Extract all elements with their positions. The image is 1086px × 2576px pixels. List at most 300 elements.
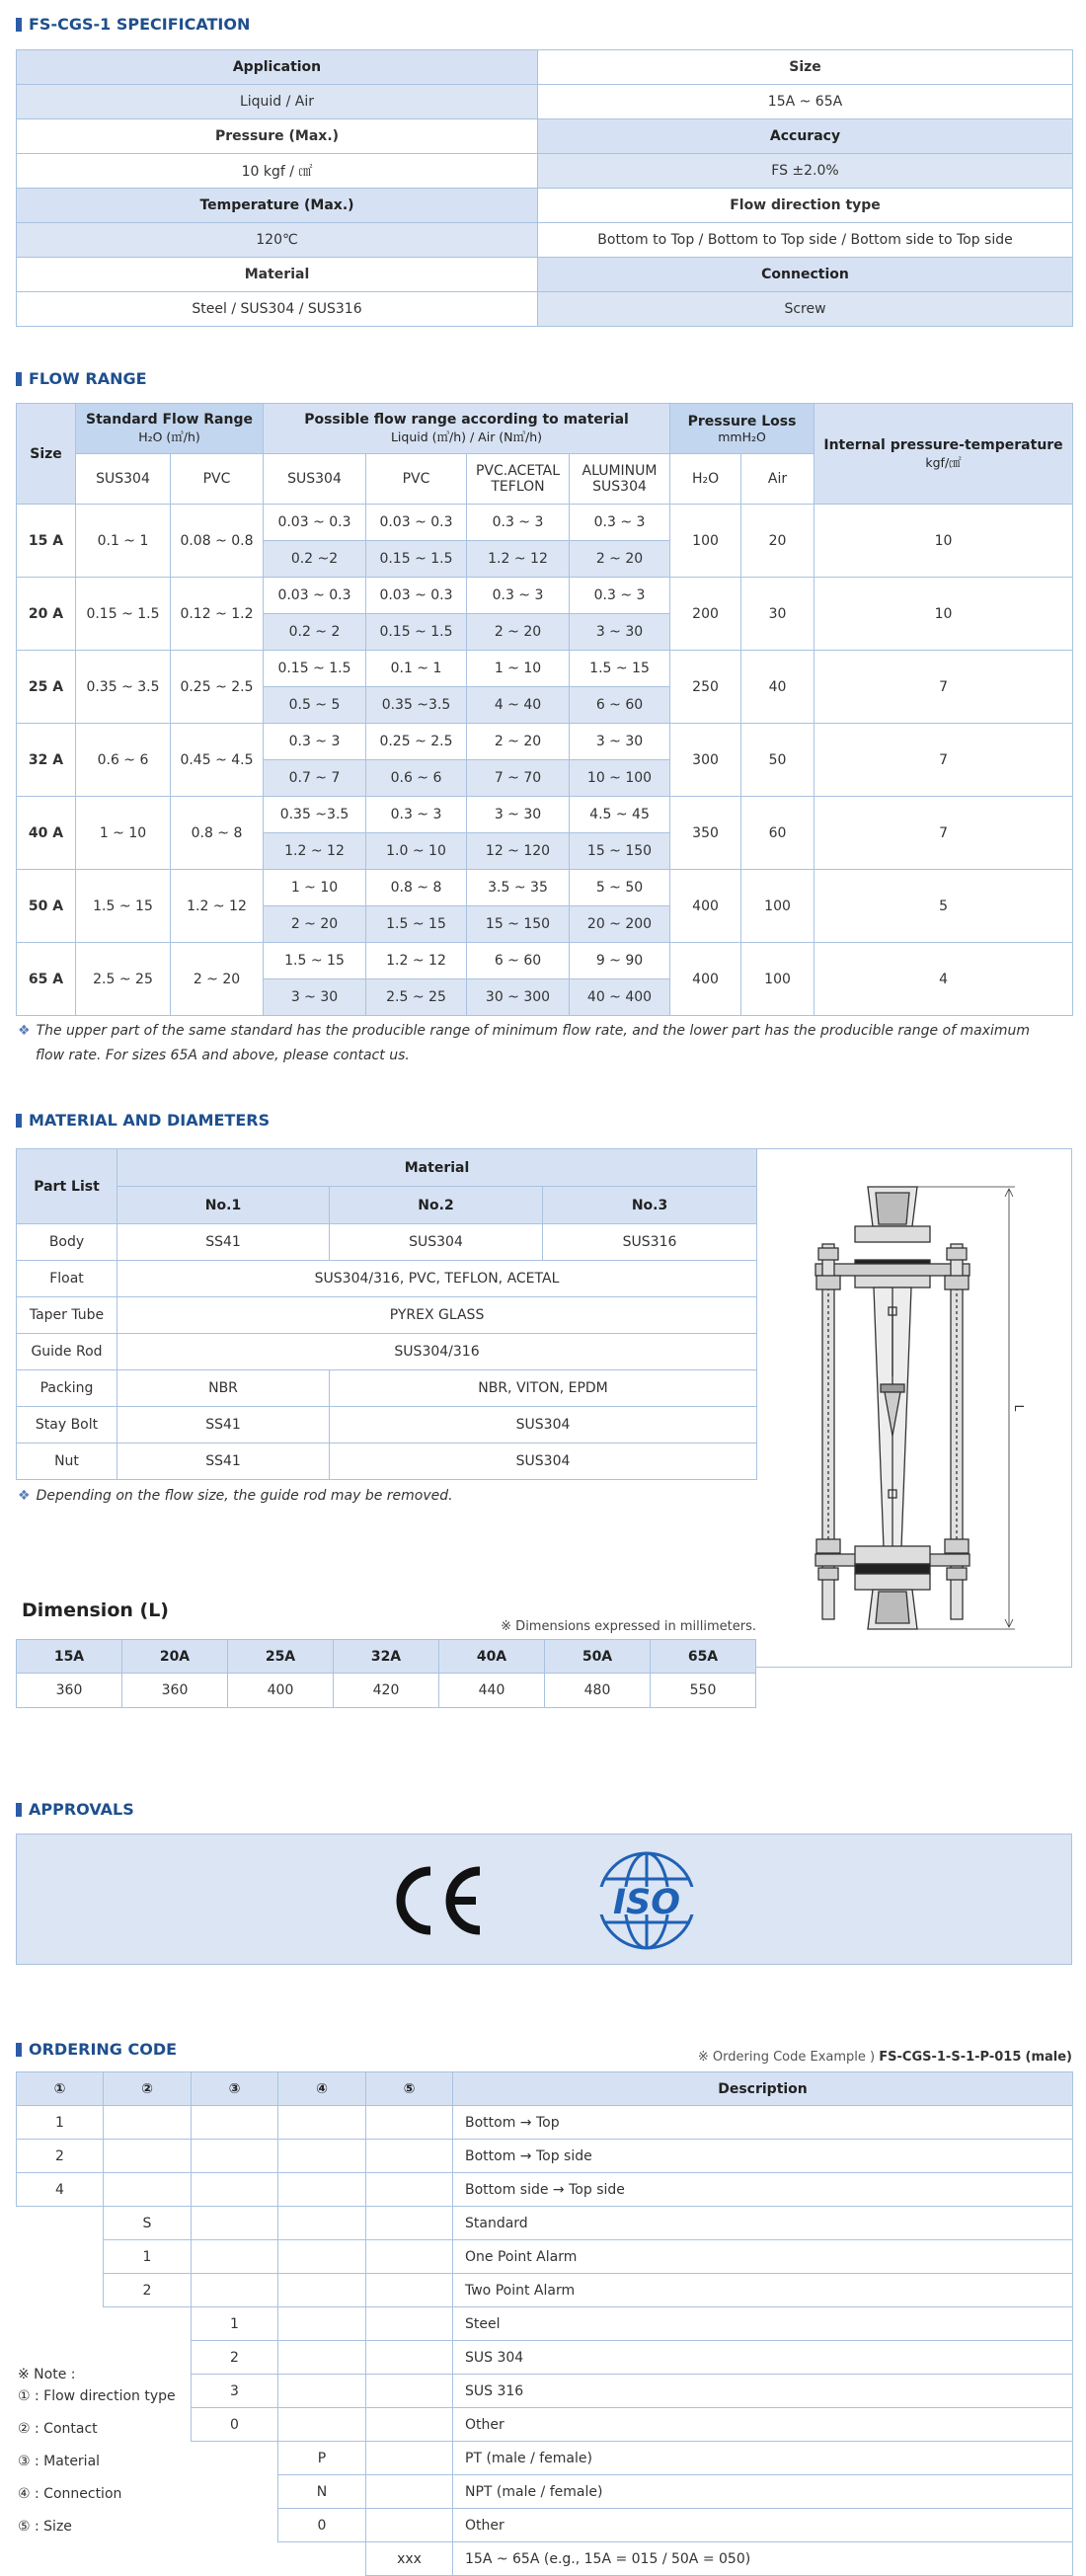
material-part-name: Guide Rod bbox=[17, 1334, 117, 1370]
flow-lower-value: 1.5 ~ 15 bbox=[366, 906, 467, 943]
flow-std-pvc: 2 ~ 20 bbox=[171, 943, 264, 1016]
flow-lower-value: 20 ~ 200 bbox=[570, 906, 670, 943]
flow-lower-value: 1.2 ~ 12 bbox=[264, 833, 366, 870]
flow-lower-value: 0.15 ~ 1.5 bbox=[366, 614, 467, 651]
ordering-note-line: ③ : Material bbox=[18, 2454, 101, 2469]
flow-upper-value: 0.03 ~ 0.3 bbox=[366, 505, 467, 541]
ordering-empty-cell bbox=[192, 2173, 278, 2207]
table-row bbox=[17, 2240, 1073, 2274]
ordering-empty-cell bbox=[278, 2207, 366, 2240]
flow-note: ❖ The upper part of the same standard has the producible range of minimum flow rate, and the lower part has the producible range of maximum flow rate. For sizes 65A and above, please contact us. bbox=[18, 1023, 1031, 1063]
ce-mark-icon bbox=[389, 1863, 488, 1938]
flow-upper-value: 0.3 ~ 3 bbox=[570, 578, 670, 614]
ordering-note-line: ② : Contact bbox=[18, 2421, 98, 2437]
spec-value: 10 kgf / ㎠ bbox=[17, 154, 538, 189]
flow-size: 65 A bbox=[17, 943, 76, 1016]
ordering-empty-cell bbox=[278, 2240, 366, 2274]
flow-upper-value: 0.03 ~ 0.3 bbox=[264, 505, 366, 541]
rotameter-drawing bbox=[756, 1149, 1072, 1669]
ordering-empty-cell bbox=[366, 2375, 453, 2408]
flow-lower-value: 12 ~ 120 bbox=[467, 833, 570, 870]
material-value: SUS304 bbox=[330, 1224, 543, 1261]
ordering-empty-cell bbox=[17, 2307, 104, 2341]
material-part-name: Stay Bolt bbox=[17, 1407, 117, 1444]
ordering-empty-cell bbox=[278, 2542, 366, 2576]
flow-size: 25 A bbox=[17, 651, 76, 724]
spec-value: FS ±2.0% bbox=[538, 154, 1073, 189]
diamond-icon: ❖ bbox=[18, 1023, 31, 1039]
ordering-description: Bottom → Top side bbox=[453, 2140, 1073, 2173]
ordering-code: 1 bbox=[104, 2240, 192, 2274]
material-value: SUS304/316 bbox=[117, 1334, 757, 1370]
material-value: NBR, VITON, EPDM bbox=[330, 1370, 757, 1407]
material-value: SS41 bbox=[117, 1444, 330, 1480]
flow-subheader: Air bbox=[741, 454, 814, 505]
spec-value: 120℃ bbox=[17, 223, 538, 258]
material-value: NBR bbox=[117, 1370, 330, 1407]
flow-upper-value: 0.25 ~ 2.5 bbox=[366, 724, 467, 760]
flow-upper-value: 3.5 ~ 35 bbox=[467, 870, 570, 906]
flow-std-sus: 0.15 ~ 1.5 bbox=[76, 578, 171, 651]
ordering-header: ① bbox=[17, 2072, 104, 2106]
flow-upper-value: 1.5 ~ 15 bbox=[264, 943, 366, 979]
ordering-empty-cell bbox=[192, 2140, 278, 2173]
ordering-empty-cell bbox=[366, 2106, 453, 2140]
ordering-header: ③ bbox=[192, 2072, 278, 2106]
diamond-icon: ❖ bbox=[18, 1488, 31, 1504]
ordering-empty-cell bbox=[366, 2240, 453, 2274]
table-row bbox=[17, 154, 1073, 189]
spec-label: Temperature (Max.) bbox=[17, 189, 538, 223]
ordering-description: Other bbox=[453, 2408, 1073, 2442]
flow-header-size: Size bbox=[17, 404, 76, 505]
flow-h2o: 200 bbox=[670, 578, 741, 651]
dimension-value: 480 bbox=[545, 1674, 651, 1708]
table-row bbox=[17, 1370, 757, 1407]
dimension-value: 400 bbox=[228, 1674, 334, 1708]
dimension-value: 360 bbox=[122, 1674, 228, 1708]
material-value: SUS304 bbox=[330, 1444, 757, 1480]
ordering-empty-cell bbox=[366, 2307, 453, 2341]
flow-lower-value: 3 ~ 30 bbox=[570, 614, 670, 651]
ordering-description: Bottom side → Top side bbox=[453, 2173, 1073, 2207]
flow-std-sus: 0.35 ~ 3.5 bbox=[76, 651, 171, 724]
flow-lower-value: 2.5 ~ 25 bbox=[366, 979, 467, 1016]
ordering-empty-cell bbox=[192, 2442, 278, 2475]
flow-header-internal: Internal pressure-temperature kgf/㎠ bbox=[814, 404, 1073, 505]
ordering-empty-cell bbox=[192, 2106, 278, 2140]
spec-value: Screw bbox=[538, 292, 1073, 327]
flow-internal: 10 bbox=[814, 505, 1073, 578]
flow-h2o: 300 bbox=[670, 724, 741, 797]
ordering-empty-cell bbox=[104, 2140, 192, 2173]
flow-upper-value: 2 ~ 20 bbox=[467, 724, 570, 760]
table-row bbox=[17, 1407, 757, 1444]
dimension-value: 550 bbox=[651, 1674, 756, 1708]
table-row bbox=[17, 1444, 757, 1480]
ordering-description: Standard bbox=[453, 2207, 1073, 2240]
flow-std-sus: 1.5 ~ 15 bbox=[76, 870, 171, 943]
table-row bbox=[17, 1187, 757, 1224]
ordering-empty-cell bbox=[278, 2408, 366, 2442]
dimension-size-header: 25A bbox=[228, 1640, 334, 1674]
flow-lower-value: 0.2 ~ 2 bbox=[264, 614, 366, 651]
spec-label: Connection bbox=[538, 258, 1073, 292]
flow-upper-value: 0.3 ~ 3 bbox=[467, 578, 570, 614]
flow-h2o: 400 bbox=[670, 870, 741, 943]
flow-upper-value: 5 ~ 50 bbox=[570, 870, 670, 906]
flow-lower-value: 2 ~ 20 bbox=[264, 906, 366, 943]
ordering-description: PT (male / female) bbox=[453, 2442, 1073, 2475]
flow-internal: 5 bbox=[814, 870, 1073, 943]
flow-internal: 7 bbox=[814, 797, 1073, 870]
flow-header-possible: Possible flow range according to material Liquid (㎥/h) / Air (N㎥/h) bbox=[264, 404, 670, 454]
spec-label: Size bbox=[538, 50, 1073, 85]
table-row bbox=[17, 258, 1073, 292]
flow-air: 100 bbox=[741, 870, 814, 943]
flow-lower-value: 10 ~ 100 bbox=[570, 760, 670, 797]
ordering-code: xxx bbox=[366, 2542, 453, 2576]
dimension-size-header: 50A bbox=[545, 1640, 651, 1674]
ordering-code: 2 bbox=[104, 2274, 192, 2307]
flow-lower-value: 30 ~ 300 bbox=[467, 979, 570, 1016]
iso-logo-icon bbox=[589, 1849, 704, 1952]
ordering-empty-cell bbox=[278, 2307, 366, 2341]
ordering-empty-cell bbox=[278, 2106, 366, 2140]
flow-std-pvc: 0.25 ~ 2.5 bbox=[171, 651, 264, 724]
flow-upper-value: 1.5 ~ 15 bbox=[570, 651, 670, 687]
flow-upper-value: 0.3 ~ 3 bbox=[366, 797, 467, 833]
flow-range-title: FLOW RANGE bbox=[16, 368, 147, 390]
material-value: SUS304 bbox=[330, 1407, 757, 1444]
table-row bbox=[17, 505, 1073, 541]
ordering-code: 0 bbox=[192, 2408, 278, 2442]
dimension-title: Dimension (L) bbox=[22, 1600, 169, 1621]
flow-upper-value: 0.3 ~ 3 bbox=[467, 505, 570, 541]
flow-subheader: H₂O bbox=[670, 454, 741, 505]
dimension-size-header: 20A bbox=[122, 1640, 228, 1674]
dimension-size-header: 65A bbox=[651, 1640, 756, 1674]
flow-upper-value: 4.5 ~ 45 bbox=[570, 797, 670, 833]
dimension-value: 440 bbox=[439, 1674, 545, 1708]
spec-label: Application bbox=[17, 50, 538, 85]
flow-upper-value: 0.8 ~ 8 bbox=[366, 870, 467, 906]
spec-value: Liquid / Air bbox=[17, 85, 538, 119]
flow-h2o: 100 bbox=[670, 505, 741, 578]
flow-subheader: SUS304 bbox=[264, 454, 366, 505]
flow-h2o: 400 bbox=[670, 943, 741, 1016]
flow-lower-value: 0.6 ~ 6 bbox=[366, 760, 467, 797]
flow-upper-value: 0.15 ~ 1.5 bbox=[264, 651, 366, 687]
flow-lower-value: 0.15 ~ 1.5 bbox=[366, 541, 467, 578]
spec-label: Pressure (Max.) bbox=[17, 119, 538, 154]
dimension-size-header: 15A bbox=[17, 1640, 122, 1674]
ordering-empty-cell bbox=[192, 2240, 278, 2274]
material-value: SUS304/316, PVC, TEFLON, ACETAL bbox=[117, 1261, 757, 1297]
table-row bbox=[17, 119, 1073, 154]
table-row bbox=[17, 1224, 757, 1261]
flow-internal: 7 bbox=[814, 724, 1073, 797]
table-row bbox=[17, 223, 1073, 258]
dimension-unit-note: ※ Dimensions expressed in millimeters. bbox=[501, 1619, 756, 1634]
ordering-empty-cell bbox=[104, 2307, 192, 2341]
table-row bbox=[17, 1261, 757, 1297]
ordering-empty-cell bbox=[278, 2341, 366, 2375]
ordering-description: 15A ~ 65A (e.g., 15A = 015 / 50A = 050) bbox=[453, 2542, 1073, 2576]
ordering-empty-cell bbox=[17, 2207, 104, 2240]
dimension-size-header: 32A bbox=[334, 1640, 439, 1674]
flow-size: 40 A bbox=[17, 797, 76, 870]
flow-upper-value: 9 ~ 90 bbox=[570, 943, 670, 979]
flow-upper-value: 0.3 ~ 3 bbox=[264, 724, 366, 760]
ordering-empty-cell bbox=[104, 2173, 192, 2207]
ordering-description: NPT (male / female) bbox=[453, 2475, 1073, 2509]
table-row bbox=[17, 50, 1073, 85]
ordering-note-line: ④ : Connection bbox=[18, 2486, 122, 2502]
ordering-header: ⑤ bbox=[366, 2072, 453, 2106]
ordering-example: ※ Ordering Code Example ) FS-CGS-1-S-1-P-015 (male) bbox=[697, 2050, 1072, 2065]
material-value: PYREX GLASS bbox=[117, 1297, 757, 1334]
flow-lower-value: 15 ~ 150 bbox=[570, 833, 670, 870]
flow-lower-value: 1.2 ~ 12 bbox=[467, 541, 570, 578]
ordering-description: SUS 316 bbox=[453, 2375, 1073, 2408]
flow-header-standard: Standard Flow Range H₂O (㎥/h) bbox=[76, 404, 264, 454]
dimension-value: 360 bbox=[17, 1674, 122, 1708]
ordering-header: ② bbox=[104, 2072, 192, 2106]
flow-lower-value: 15 ~ 150 bbox=[467, 906, 570, 943]
approvals-title: APPROVALS bbox=[16, 1799, 134, 1821]
flow-internal: 10 bbox=[814, 578, 1073, 651]
ordering-empty-cell bbox=[366, 2140, 453, 2173]
flow-subheader: SUS304 bbox=[76, 454, 171, 505]
spec-value: 15A ~ 65A bbox=[538, 85, 1073, 119]
flow-upper-value: 0.1 ~ 1 bbox=[366, 651, 467, 687]
ordering-empty-cell bbox=[278, 2274, 366, 2307]
spec-title: FS-CGS-1 SPECIFICATION bbox=[16, 14, 250, 36]
material-value: SS41 bbox=[117, 1407, 330, 1444]
material-value: SS41 bbox=[117, 1224, 330, 1261]
table-row bbox=[17, 1297, 757, 1334]
table-row bbox=[17, 2207, 1073, 2240]
ordering-empty-cell bbox=[366, 2475, 453, 2509]
ordering-empty-cell bbox=[192, 2542, 278, 2576]
flow-air: 30 bbox=[741, 578, 814, 651]
table-row bbox=[17, 870, 1073, 906]
table-row bbox=[17, 1334, 757, 1370]
ordering-code: N bbox=[278, 2475, 366, 2509]
ordering-code: 2 bbox=[192, 2341, 278, 2375]
flow-internal: 4 bbox=[814, 943, 1073, 1016]
flow-lower-value: 40 ~ 400 bbox=[570, 979, 670, 1016]
flow-std-pvc: 0.8 ~ 8 bbox=[171, 797, 264, 870]
spec-label: Flow direction type bbox=[538, 189, 1073, 223]
flow-lower-value: 2 ~ 20 bbox=[467, 614, 570, 651]
flow-std-pvc: 0.45 ~ 4.5 bbox=[171, 724, 264, 797]
material-header-no: No.2 bbox=[330, 1187, 543, 1224]
table-row bbox=[17, 2274, 1073, 2307]
flow-std-sus: 1 ~ 10 bbox=[76, 797, 171, 870]
table-row bbox=[17, 2106, 1073, 2140]
ordering-description: Bottom → Top bbox=[453, 2106, 1073, 2140]
ordering-empty-cell bbox=[278, 2375, 366, 2408]
table-row bbox=[17, 85, 1073, 119]
flow-lower-value: 7 ~ 70 bbox=[467, 760, 570, 797]
table-row bbox=[17, 292, 1073, 327]
ordering-empty-cell bbox=[366, 2274, 453, 2307]
ordering-header: ④ bbox=[278, 2072, 366, 2106]
table-row bbox=[17, 2173, 1073, 2207]
flow-upper-value: 0.3 ~ 3 bbox=[570, 505, 670, 541]
flow-std-pvc: 0.08 ~ 0.8 bbox=[171, 505, 264, 578]
ordering-description: One Point Alarm bbox=[453, 2240, 1073, 2274]
material-note: ❖ Depending on the flow size, the guide rod may be removed. bbox=[18, 1488, 453, 1504]
flow-size: 50 A bbox=[17, 870, 76, 943]
ordering-title: ORDERING CODE bbox=[16, 2039, 177, 2061]
flow-upper-value: 0.03 ~ 0.3 bbox=[264, 578, 366, 614]
table-row bbox=[17, 724, 1073, 760]
flow-std-sus: 0.6 ~ 6 bbox=[76, 724, 171, 797]
material-header-no: No.1 bbox=[117, 1187, 330, 1224]
ordering-empty-cell bbox=[366, 2408, 453, 2442]
ordering-note-line: ⑤ : Size bbox=[18, 2519, 72, 2535]
material-part-name: Nut bbox=[17, 1444, 117, 1480]
table-row bbox=[17, 578, 1073, 614]
ordering-empty-cell bbox=[192, 2509, 278, 2542]
dimension-l-label: L bbox=[1012, 1404, 1026, 1412]
spec-value: Steel / SUS304 / SUS316 bbox=[17, 292, 538, 327]
ordering-code: P bbox=[278, 2442, 366, 2475]
flow-subheader: PVC.ACETAL TEFLON bbox=[467, 454, 570, 505]
flow-air: 60 bbox=[741, 797, 814, 870]
flow-air: 100 bbox=[741, 943, 814, 1016]
flow-lower-value: 3 ~ 30 bbox=[264, 979, 366, 1016]
flow-lower-value: 0.5 ~ 5 bbox=[264, 687, 366, 724]
spec-value: Bottom to Top / Bottom to Top side / Bottom side to Top side bbox=[538, 223, 1073, 258]
flow-lower-value: 0.7 ~ 7 bbox=[264, 760, 366, 797]
flow-upper-value: 3 ~ 30 bbox=[467, 797, 570, 833]
flow-std-pvc: 1.2 ~ 12 bbox=[171, 870, 264, 943]
spec-table bbox=[16, 49, 1073, 327]
ordering-empty-cell bbox=[192, 2475, 278, 2509]
flow-air: 40 bbox=[741, 651, 814, 724]
table-row bbox=[17, 2140, 1073, 2173]
flow-size: 32 A bbox=[17, 724, 76, 797]
ordering-empty-cell bbox=[366, 2442, 453, 2475]
ordering-description: SUS 304 bbox=[453, 2341, 1073, 2375]
ordering-empty-cell bbox=[366, 2509, 453, 2542]
ordering-description: Other bbox=[453, 2509, 1073, 2542]
ordering-note-line: ※ Note : bbox=[18, 2367, 76, 2382]
ordering-empty-cell bbox=[366, 2341, 453, 2375]
flow-lower-value: 6 ~ 60 bbox=[570, 687, 670, 724]
ordering-description: Steel bbox=[453, 2307, 1073, 2341]
flow-std-sus: 0.1 ~ 1 bbox=[76, 505, 171, 578]
rotameter-drawing-panel bbox=[756, 1148, 1072, 1668]
ordering-code: 4 bbox=[17, 2173, 104, 2207]
material-part-name: Body bbox=[17, 1224, 117, 1261]
flow-std-pvc: 0.12 ~ 1.2 bbox=[171, 578, 264, 651]
flow-upper-value: 3 ~ 30 bbox=[570, 724, 670, 760]
flow-subheader: PVC bbox=[171, 454, 264, 505]
material-table bbox=[16, 1148, 757, 1480]
ordering-empty-cell bbox=[17, 2240, 104, 2274]
material-header-part: Part List bbox=[17, 1149, 117, 1224]
ordering-code: 0 bbox=[278, 2509, 366, 2542]
table-row bbox=[17, 797, 1073, 833]
flow-lower-value: 0.2 ~2 bbox=[264, 541, 366, 578]
flow-lower-value: 0.35 ~3.5 bbox=[366, 687, 467, 724]
flow-upper-value: 0.03 ~ 0.3 bbox=[366, 578, 467, 614]
ordering-empty-cell bbox=[17, 2274, 104, 2307]
flow-h2o: 350 bbox=[670, 797, 741, 870]
material-part-name: Packing bbox=[17, 1370, 117, 1407]
flow-range-table bbox=[16, 403, 1073, 1016]
dimension-size-header: 40A bbox=[439, 1640, 545, 1674]
table-row bbox=[17, 1149, 757, 1187]
flow-lower-value: 1.0 ~ 10 bbox=[366, 833, 467, 870]
flow-subheader: ALUMINUM SUS304 bbox=[570, 454, 670, 505]
ordering-empty-cell bbox=[278, 2140, 366, 2173]
ordering-code: 3 bbox=[192, 2375, 278, 2408]
flow-lower-value: 4 ~ 40 bbox=[467, 687, 570, 724]
ordering-header: Description bbox=[453, 2072, 1073, 2106]
ordering-code: 1 bbox=[17, 2106, 104, 2140]
dimension-value: 420 bbox=[334, 1674, 439, 1708]
ordering-code: S bbox=[104, 2207, 192, 2240]
ordering-empty-cell bbox=[192, 2207, 278, 2240]
approvals-panel bbox=[16, 1834, 1072, 1965]
ordering-notes bbox=[18, 2342, 176, 2549]
material-title: MATERIAL AND DIAMETERS bbox=[16, 1110, 270, 1132]
flow-air: 20 bbox=[741, 505, 814, 578]
ordering-code: 2 bbox=[17, 2140, 104, 2173]
flow-size: 15 A bbox=[17, 505, 76, 578]
ordering-description: Two Point Alarm bbox=[453, 2274, 1073, 2307]
flow-header-pressure-loss: Pressure Loss mmH₂O bbox=[670, 404, 814, 454]
flow-air: 50 bbox=[741, 724, 814, 797]
table-row bbox=[17, 189, 1073, 223]
flow-upper-value: 6 ~ 60 bbox=[467, 943, 570, 979]
table-row bbox=[17, 651, 1073, 687]
flow-upper-value: 1 ~ 10 bbox=[467, 651, 570, 687]
flow-std-sus: 2.5 ~ 25 bbox=[76, 943, 171, 1016]
flow-size: 20 A bbox=[17, 578, 76, 651]
flow-subheader: PVC bbox=[366, 454, 467, 505]
spec-label: Material bbox=[17, 258, 538, 292]
material-value: SUS316 bbox=[543, 1224, 757, 1261]
spec-label: Accuracy bbox=[538, 119, 1073, 154]
ordering-note-line: ① : Flow direction type bbox=[18, 2388, 176, 2404]
material-part-name: Float bbox=[17, 1261, 117, 1297]
table-row bbox=[17, 943, 1073, 979]
ordering-empty-cell bbox=[192, 2274, 278, 2307]
ordering-empty-cell bbox=[366, 2207, 453, 2240]
flow-upper-value: 0.35 ~3.5 bbox=[264, 797, 366, 833]
flow-h2o: 250 bbox=[670, 651, 741, 724]
ordering-empty-cell bbox=[278, 2173, 366, 2207]
material-header-material: Material bbox=[117, 1149, 757, 1187]
ordering-code: 1 bbox=[192, 2307, 278, 2341]
flow-internal: 7 bbox=[814, 651, 1073, 724]
material-part-name: Taper Tube bbox=[17, 1297, 117, 1334]
table-row bbox=[17, 2307, 1073, 2341]
flow-upper-value: 1.2 ~ 12 bbox=[366, 943, 467, 979]
material-header-no: No.3 bbox=[543, 1187, 757, 1224]
flow-lower-value: 2 ~ 20 bbox=[570, 541, 670, 578]
ordering-empty-cell bbox=[104, 2106, 192, 2140]
svg-text:ISO: ISO bbox=[613, 1883, 680, 1922]
ordering-empty-cell bbox=[366, 2173, 453, 2207]
